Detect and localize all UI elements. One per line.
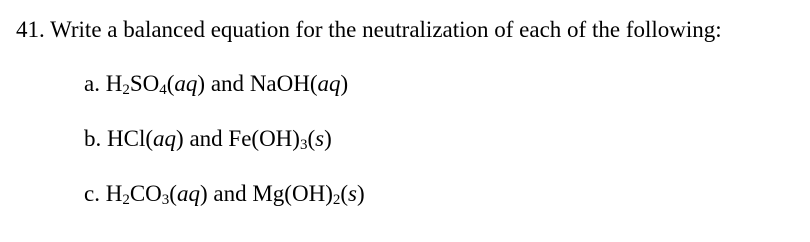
question-parts-list (84, 70, 365, 208)
state-label: aq (174, 71, 198, 96)
part-letter: c. (84, 181, 100, 206)
reactant-magnesium-hydroxide: $Mg(OH)_2(s)$ (252, 181, 365, 208)
connector-text: and (210, 71, 245, 96)
part-b (84, 125, 365, 153)
reactant-hydrochloric-acid: HCl(aq) (107, 126, 184, 151)
state-label: aq (317, 71, 341, 96)
reactant-iron-hydroxide: $Fe(OH)_3(s)$ (228, 126, 332, 153)
question-number: 41. (16, 17, 45, 42)
connector-text: and (213, 181, 247, 206)
question-text: Write a balanced equation for the neutralization of each of the following: (50, 17, 722, 42)
reactant-carbonic-acid: $H_2CO_3(aq)$ (105, 181, 208, 208)
state-label: aq (153, 126, 177, 151)
reactant-sodium-hydroxide: NaOH(aq) (249, 71, 349, 96)
state-label: s (315, 126, 325, 151)
part-letter: a. (84, 71, 100, 96)
part-letter: b. (84, 126, 102, 151)
part-c (84, 180, 365, 208)
part-a (84, 70, 365, 98)
connector-text: and (189, 126, 223, 151)
question-prompt (16, 16, 722, 44)
state-label: s (348, 181, 357, 206)
state-label: aq (176, 181, 200, 206)
reactant-sulfuric-acid: $H_2SO_4(aq)$ (105, 71, 206, 98)
